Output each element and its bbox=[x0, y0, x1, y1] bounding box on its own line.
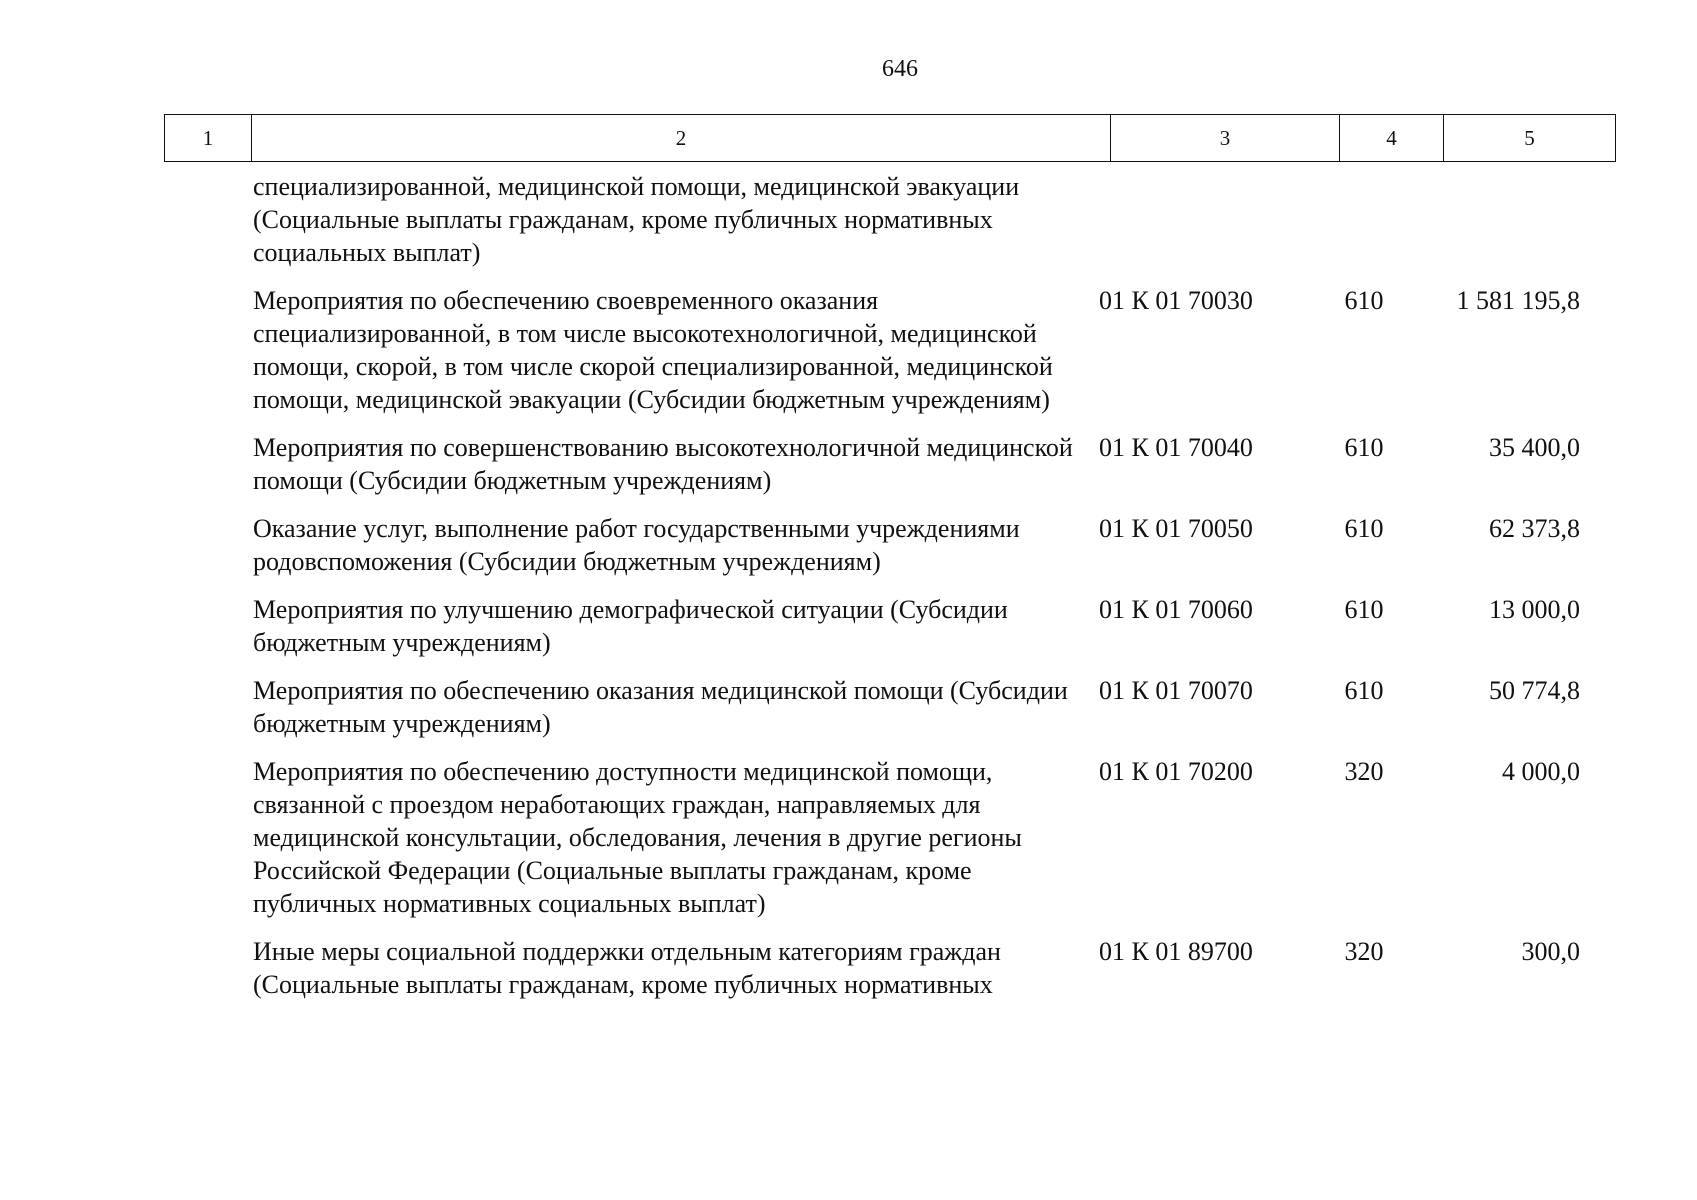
header-col-5: 5 bbox=[1444, 115, 1616, 162]
row-amount: 13 000,0 bbox=[1489, 595, 1580, 624]
row-description: Мероприятия по совершенствованию высокотехнологичной медицинской помощи (Субсидии бюджетным учреждениям) bbox=[253, 433, 1073, 495]
row-amount: 35 400,0 bbox=[1489, 433, 1580, 462]
row-type: 610 bbox=[1344, 676, 1384, 705]
row-type: 320 bbox=[1344, 757, 1384, 786]
row-amount: 300,0 bbox=[1521, 937, 1580, 966]
header-col-1: 1 bbox=[165, 115, 252, 162]
header-col-3: 3 bbox=[1111, 115, 1340, 162]
table-row bbox=[164, 674, 1613, 740]
row-code: 01 К 01 70040 bbox=[1099, 433, 1253, 462]
row-amount: 4 000,0 bbox=[1502, 757, 1580, 786]
row-type: 610 bbox=[1344, 595, 1384, 624]
table-body bbox=[164, 170, 1613, 1016]
table-row bbox=[164, 935, 1613, 1001]
table-row bbox=[164, 755, 1613, 920]
table-row bbox=[164, 170, 1613, 269]
header-col-2: 2 bbox=[252, 115, 1111, 162]
row-type: 610 bbox=[1344, 433, 1384, 462]
row-description: Мероприятия по обеспечению оказания медицинской помощи (Субсидии бюджетным учреждениям) bbox=[253, 676, 1068, 738]
table-row bbox=[164, 512, 1613, 578]
row-code: 01 К 01 70060 bbox=[1099, 595, 1253, 624]
table-row bbox=[164, 284, 1613, 416]
row-type: 320 bbox=[1344, 937, 1384, 966]
row-description: Иные меры социальной поддержки отдельным категориям граждан (Социальные выплаты гражданам, кроме публичных нормативных bbox=[253, 937, 1001, 999]
page-number: 646 bbox=[882, 56, 918, 82]
table-row bbox=[164, 431, 1613, 497]
row-code: 01 К 01 70200 bbox=[1099, 757, 1253, 786]
row-type bbox=[1312, 170, 1416, 269]
row-description: специализированной, медицинской помощи, медицинской эвакуации (Социальные выплаты гражданам, кроме публичных нормативных социальных выплат) bbox=[253, 172, 1020, 267]
table-row bbox=[164, 593, 1613, 659]
row-type: 610 bbox=[1344, 514, 1384, 543]
row-amount: 62 373,8 bbox=[1489, 514, 1580, 543]
row-description: Мероприятия по обеспечению доступности медицинской помощи, связанной с проездом неработающих граждан, направляемых для медицинской консультации, обследования, лечения в другие регионы Российской Федерации (Социальные выплаты гражданам, кроме публичных нормативных социальных выплат) bbox=[253, 757, 1022, 918]
row-code bbox=[1083, 170, 1312, 269]
row-type: 610 bbox=[1344, 286, 1384, 315]
row-amount: 50 774,8 bbox=[1489, 676, 1580, 705]
row-description: Мероприятия по улучшению демографической ситуации (Субсидии бюджетным учреждениям) bbox=[253, 595, 1008, 657]
row-code: 01 К 01 70070 bbox=[1099, 676, 1253, 705]
row-code: 01 К 01 70050 bbox=[1099, 514, 1253, 543]
row-description: Мероприятия по обеспечению своевременного оказания специализированной, в том числе высокотехнологичной, медицинской помощи, скорой, в том числе скорой специализированной, медицинской помощи, медицинской эвакуации (Субсидии бюджетным учреждениям) bbox=[253, 286, 1053, 414]
row-code: 01 К 01 70030 bbox=[1099, 286, 1253, 315]
table-header bbox=[164, 114, 1616, 162]
row-description: Оказание услуг, выполнение работ государственными учреждениями родовспоможения (Субсидии бюджетным учреждениям) bbox=[253, 514, 1020, 576]
row-amount: 1 581 195,8 bbox=[1456, 286, 1580, 315]
header-row bbox=[165, 115, 1616, 162]
header-col-4: 4 bbox=[1340, 115, 1444, 162]
row-amount bbox=[1416, 170, 1588, 269]
row-code: 01 К 01 89700 bbox=[1099, 937, 1253, 966]
